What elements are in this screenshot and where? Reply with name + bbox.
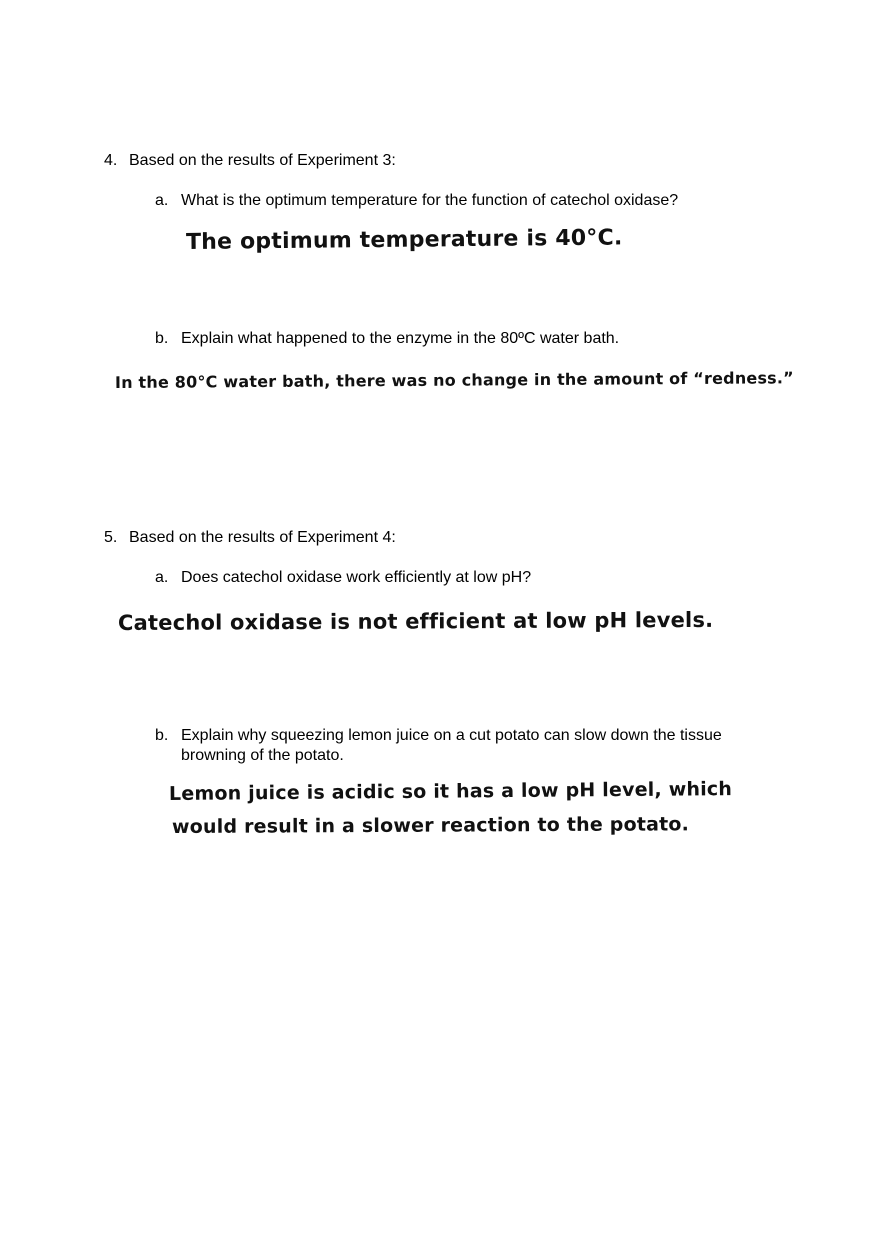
question-4-number: 4. [104,152,118,169]
question-4b-letter: b. [155,330,169,347]
question-5b-text-line2: browning of the potato. [181,747,344,764]
question-5-prompt: Based on the results of Experiment 4: [129,529,396,546]
question-5a-letter: a. [155,569,169,586]
question-4-prompt: Based on the results of Experiment 3: [129,152,396,169]
question-5a-text: Does catechol oxidase work efficiently at low pH? [181,569,532,586]
answer-5a-handwritten: Catechol oxidase is not efficient at low pH levels. [117,607,714,635]
question-4a-text: What is the optimum temperature for the function of catechol oxidase? [181,192,679,209]
question-5b-letter: b. [155,727,169,744]
answer-4b-handwritten: In the 80°C water bath, there was no change in the amount of “redness.” [114,368,794,392]
question-5b-text-line1: Explain why squeezing lemon juice on a cut potato can slow down the tissue [181,727,722,744]
answer-5b-handwritten-line2: would result in a slower reaction to the potato. [171,813,690,838]
question-4a-letter: a. [155,192,169,209]
question-5-number: 5. [104,529,118,546]
answer-5b-handwritten-line1: Lemon juice is acidic so it has a low pH level, which [168,778,733,805]
question-4b-text: Explain what happened to the enzyme in the 80ºC water bath. [181,330,620,347]
answer-4a-handwritten: The optimum temperature is 40°C. [185,225,623,255]
